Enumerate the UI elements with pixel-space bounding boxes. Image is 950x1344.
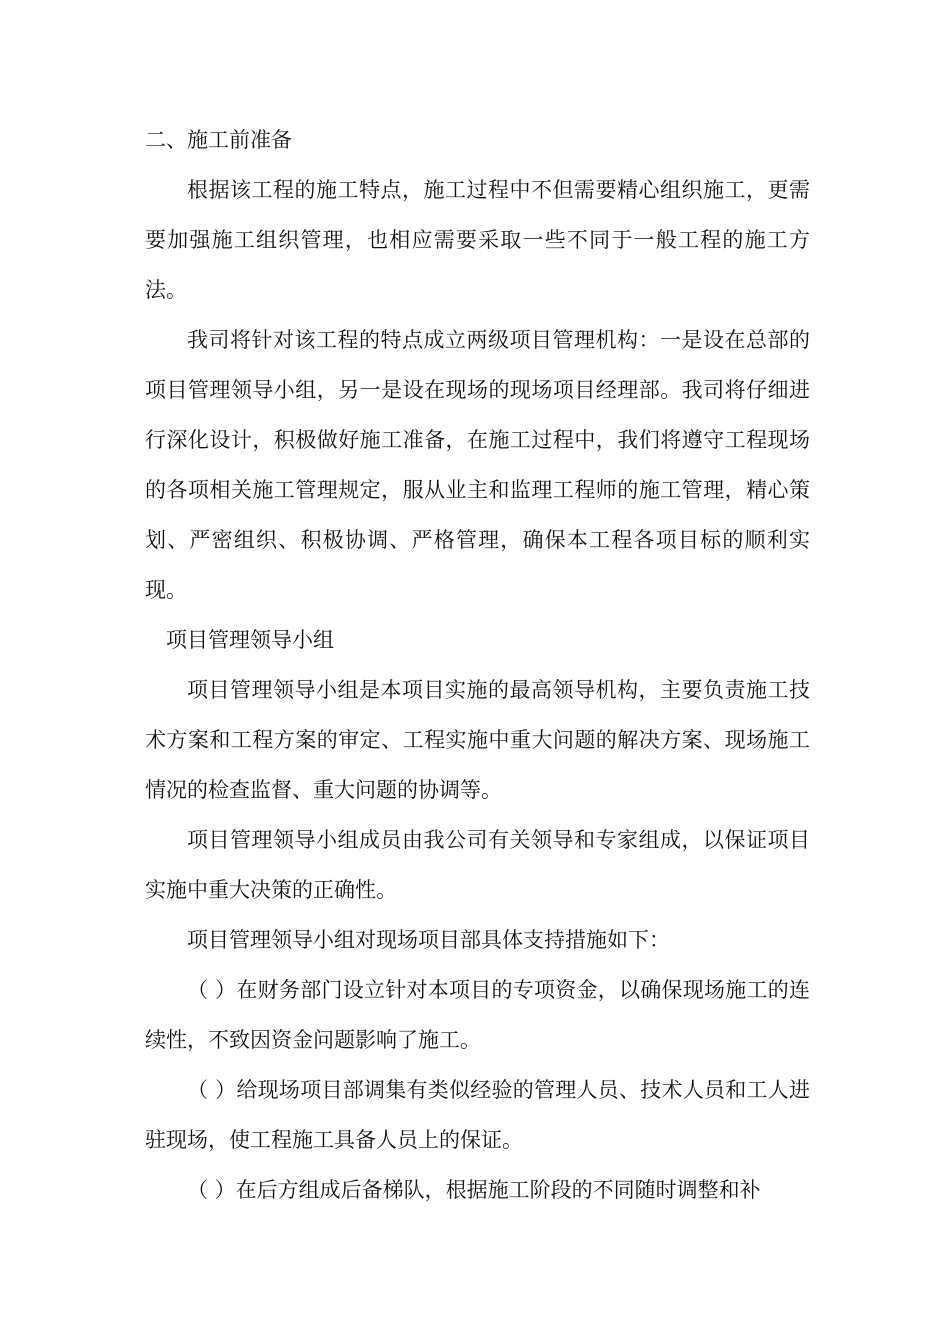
paragraph-leadership-members: 项目管理领导小组成员由我公司有关领导和专家组成，以保证项目实施中重大决策的正确性。 bbox=[145, 828, 810, 902]
paragraph-support-intro: 项目管理领导小组对现场项目部具体支持措施如下： bbox=[187, 928, 670, 952]
list-item-funding: （ ）在财务部门设立针对本项目的专项资金，以确保现场施工的连续性，不致因资金问题影响了施工。 bbox=[145, 978, 810, 1052]
paragraph-organization: 我司将针对该工程的特点成立两级项目管理机构：一是设在总部的项目管理领导小组，另一是设在现场的现场项目经理部。我司将仔细进行深化设计，积极做好施工准备，在施工过程中，我们将遵守工程现场的各项相关施工管理规定，服从业主和监理工程师的施工管理，精心策划、严密组织、积极协调、严格管理，确保本工程各项目标的顺利实现。 bbox=[145, 328, 810, 602]
paragraph-intro: 根据该工程的施工特点，施工过程中不但需要精心组织施工，更需要加强施工组织管理，也相应需要采取一些不同于一般工程的施工方法。 bbox=[145, 178, 810, 302]
list-item-reserve: （ ）在后方组成后备梯队，根据施工阶段的不同随时调整和补 bbox=[187, 1178, 761, 1202]
subsection-heading: 项目管理领导小组 bbox=[166, 628, 334, 652]
document-body bbox=[145, 115, 810, 1215]
section-heading: 二、施工前准备 bbox=[145, 128, 292, 152]
paragraph-leadership-role: 项目管理领导小组是本项目实施的最高领导机构，主要负责施工技术方案和工程方案的审定、工程实施中重大问题的解决方案、现场施工情况的检查监督、重大问题的协调等。 bbox=[145, 678, 810, 802]
list-item-personnel: （ ）给现场项目部调集有类似经验的管理人员、技术人员和工人进驻现场，使工程施工具备人员上的保证。 bbox=[145, 1078, 810, 1152]
